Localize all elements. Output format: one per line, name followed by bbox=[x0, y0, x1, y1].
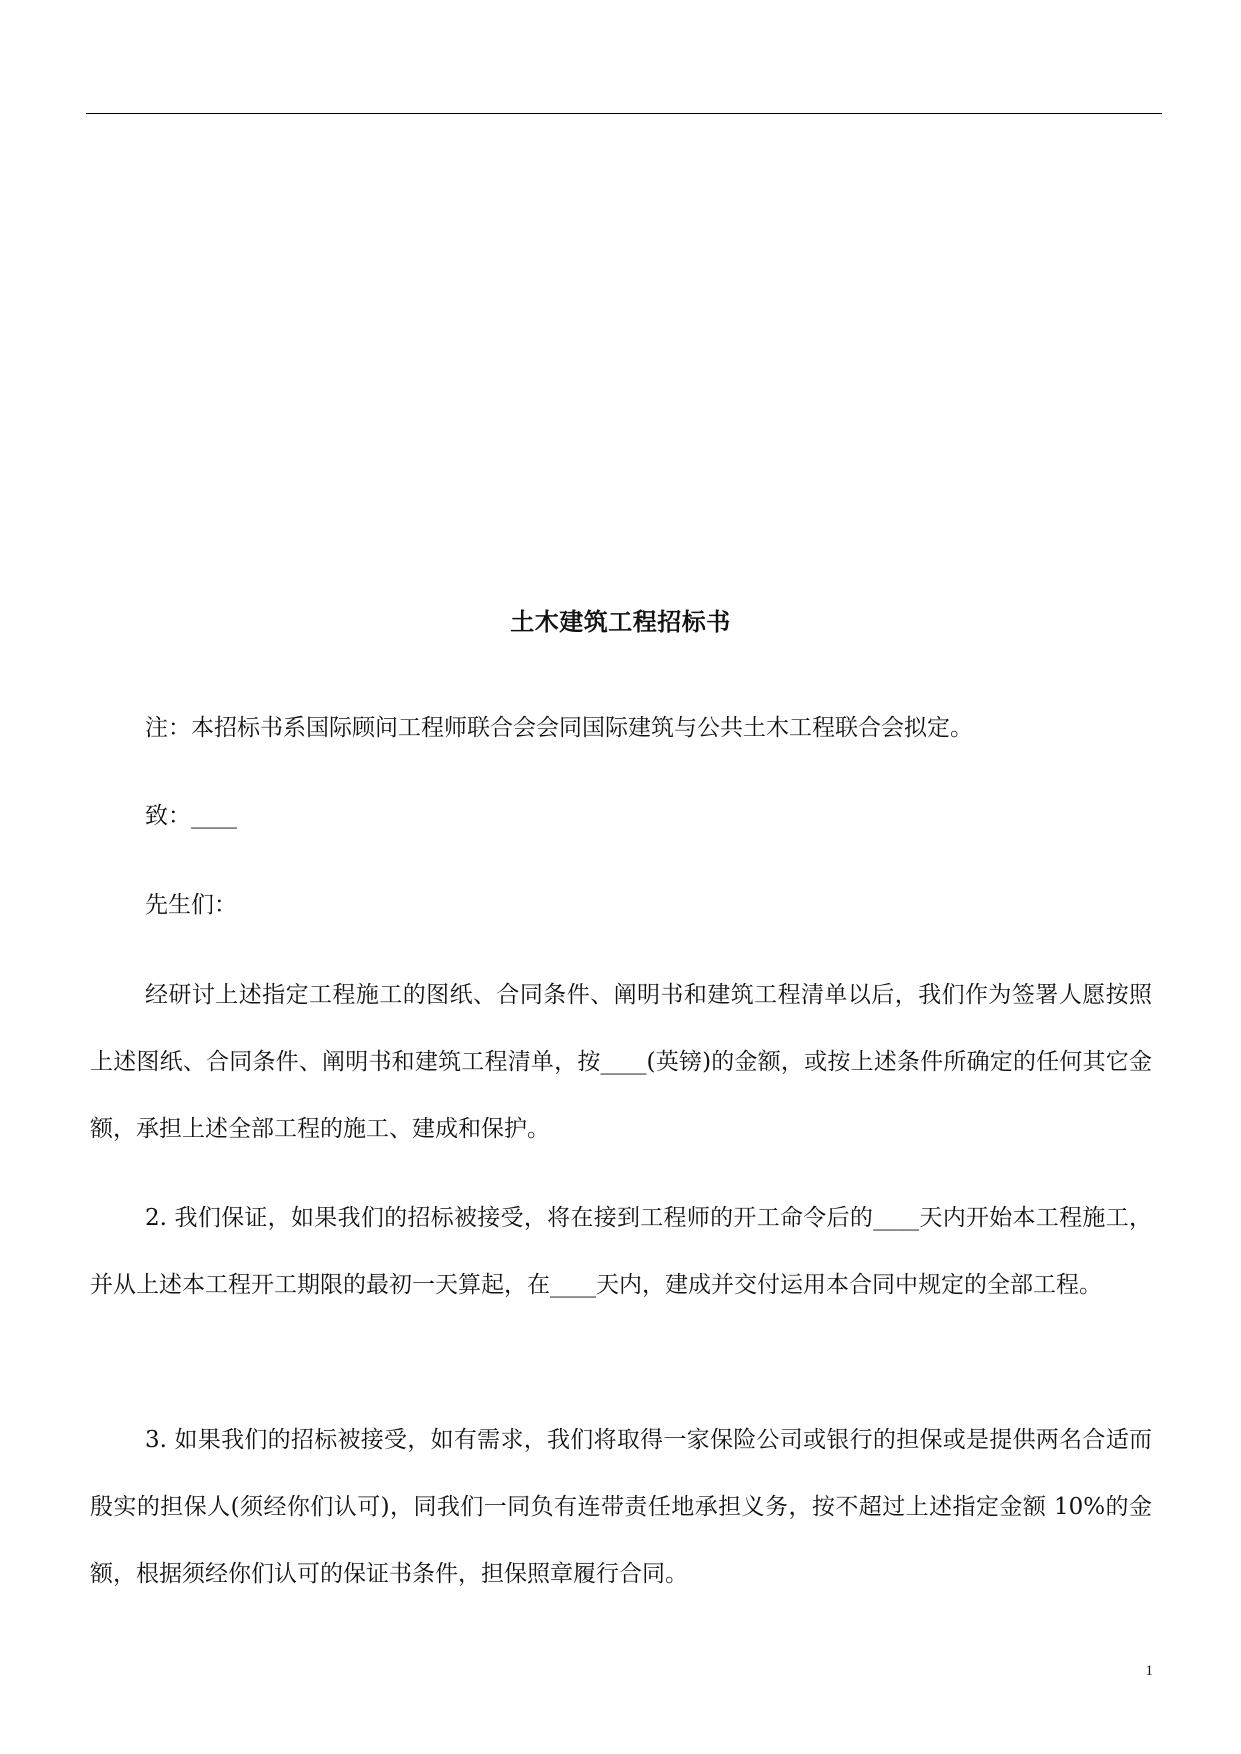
document-title: 土木建筑工程招标书 bbox=[510, 607, 731, 636]
body-paragraph-1: 经研讨上述指定工程施工的图纸、合同条件、阐明书和建筑工程清单以后，我们作为签署人愿按照上述图纸、合同条件、阐明书和建筑工程清单，按____(英镑)的金额，或按上述条件所确定的任何其它金额，承担上述全部工程的施工、建成和保护。 bbox=[90, 982, 1152, 1142]
addressee-line: 致：____ bbox=[145, 803, 237, 829]
page-number: 1 bbox=[1145, 1663, 1153, 1679]
header-rule bbox=[86, 113, 1162, 114]
note-paragraph: 注：本招标书系国际顾问工程师联合会会同国际建筑与公共土木工程联合会拟定。 bbox=[145, 715, 973, 741]
body-paragraph-3: 3. 如果我们的招标被接受，如有需求，我们将取得一家保险公司或银行的担保或是提供两名合适而殷实的担保人(须经你们认可)，同我们一同负有连带责任地承担义务，按不超过上述指定金额 10%的金额，根据须经你们认可的保证书条件，担保照章履行合同。 bbox=[90, 1427, 1152, 1587]
body-paragraph-2: 2. 我们保证，如果我们的招标被接受，将在接到工程师的开工命令后的____天内开始本工程施工，并从上述本工程开工期限的最初一天算起，在____天内，建成并交付运用本合同中规定的全部工程。 bbox=[90, 1205, 1152, 1298]
salutation-line: 先生们： bbox=[145, 892, 237, 918]
